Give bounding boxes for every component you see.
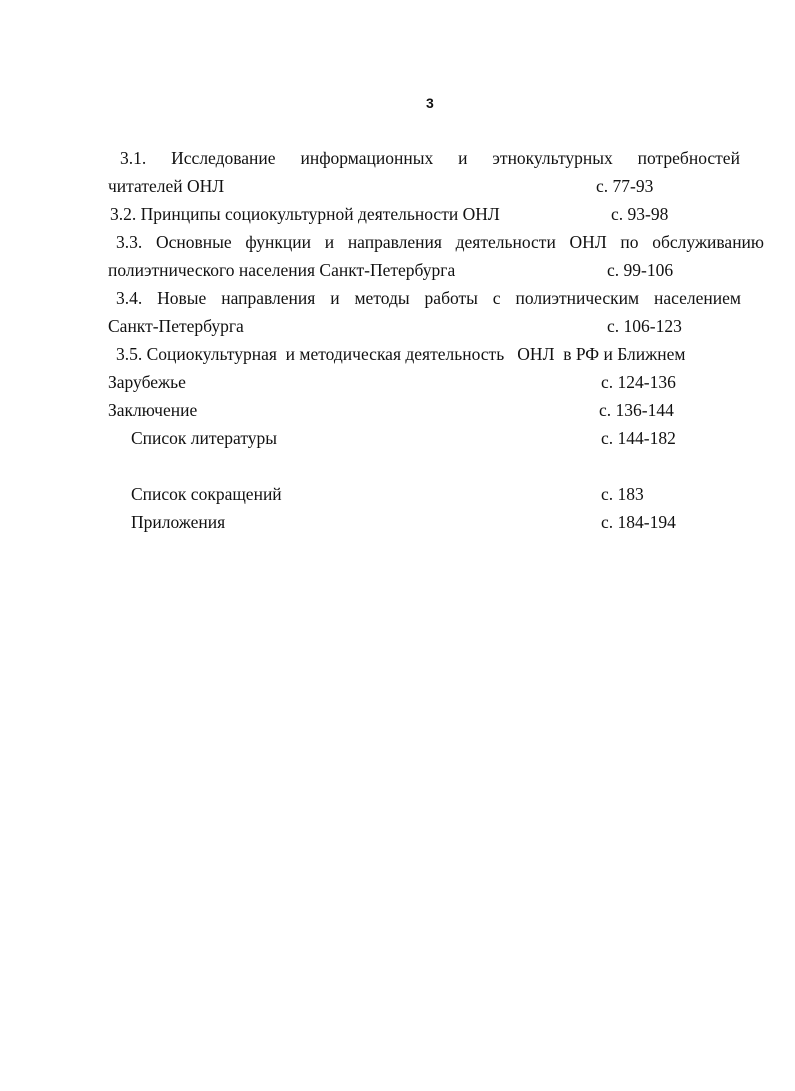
toc-word: по	[620, 232, 639, 252]
toc-entry-3-5-line2: Зарубежье	[108, 372, 186, 392]
toc-word: и	[324, 232, 335, 252]
toc-word: этнокультурных	[492, 148, 613, 168]
toc-entry-appendices: Приложения	[131, 512, 226, 532]
toc-entry-3-3-line2: полиэтнического населения Санкт-Петербурга	[108, 260, 456, 280]
toc-word: направления	[221, 288, 316, 308]
toc-entry-3-5-line1: 3.5. Социокультурная и методическая деятельность ОНЛ в РФ и Ближнем	[116, 344, 686, 364]
toc-entry-conclusion: Заключение	[108, 400, 198, 420]
toc-entry-3-1-line2: читателей ОНЛ	[108, 176, 225, 196]
toc-entry-3-2-page: с. 93-98	[611, 204, 669, 224]
toc-word: населением	[653, 288, 741, 308]
toc-word: 3.4.	[116, 288, 143, 308]
toc-word: методы	[354, 288, 410, 308]
toc-word: направления	[347, 232, 442, 252]
toc-entry-3-5-page: с. 124-136	[601, 372, 676, 392]
toc-word: Основные	[155, 232, 232, 252]
toc-word: функции	[245, 232, 311, 252]
toc-word: 3.3.	[116, 232, 143, 252]
toc-word: и	[330, 288, 340, 308]
toc-entry-3-4-line1	[116, 288, 741, 308]
toc-entry-bibliography-page: с. 144-182	[601, 428, 676, 448]
toc-word: деятельности	[455, 232, 556, 252]
toc-word: полиэтническим	[515, 288, 640, 308]
toc-entry-appendices-page: с. 184-194	[601, 512, 676, 532]
toc-word: 3.1.	[120, 148, 147, 168]
toc-entry-conclusion-page: с. 136-144	[599, 400, 674, 420]
page-number: 3	[426, 95, 434, 111]
toc-entry-3-3-line1	[116, 232, 764, 252]
toc-word: информационных	[300, 148, 434, 168]
toc-entry-3-3-page: с. 99-106	[607, 260, 674, 280]
toc-word: Новые	[157, 288, 207, 308]
toc-word: потребностей	[637, 148, 740, 168]
toc-entry-bibliography: Список литературы	[131, 428, 278, 448]
toc-entry-abbreviations: Список сокращений	[131, 484, 282, 504]
toc-entry-3-1-line1	[120, 148, 740, 168]
toc-entry-3-2-line1: 3.2. Принципы социокультурной деятельности ОНЛ	[110, 204, 500, 224]
toc-word: работы	[424, 288, 478, 308]
toc-entry-3-1-page: с. 77-93	[596, 176, 654, 196]
toc-entry-abbreviations-page: с. 183	[601, 484, 644, 504]
toc-word: и	[458, 148, 468, 168]
toc-word: с	[492, 288, 501, 308]
toc-entry-3-4-page: с. 106-123	[607, 316, 682, 336]
toc-word: Исследование	[171, 148, 276, 168]
toc-word: ОНЛ	[569, 232, 607, 252]
toc-entry-3-4-line2: Санкт-Петербурга	[108, 316, 244, 336]
toc-word: обслуживанию	[652, 232, 764, 252]
